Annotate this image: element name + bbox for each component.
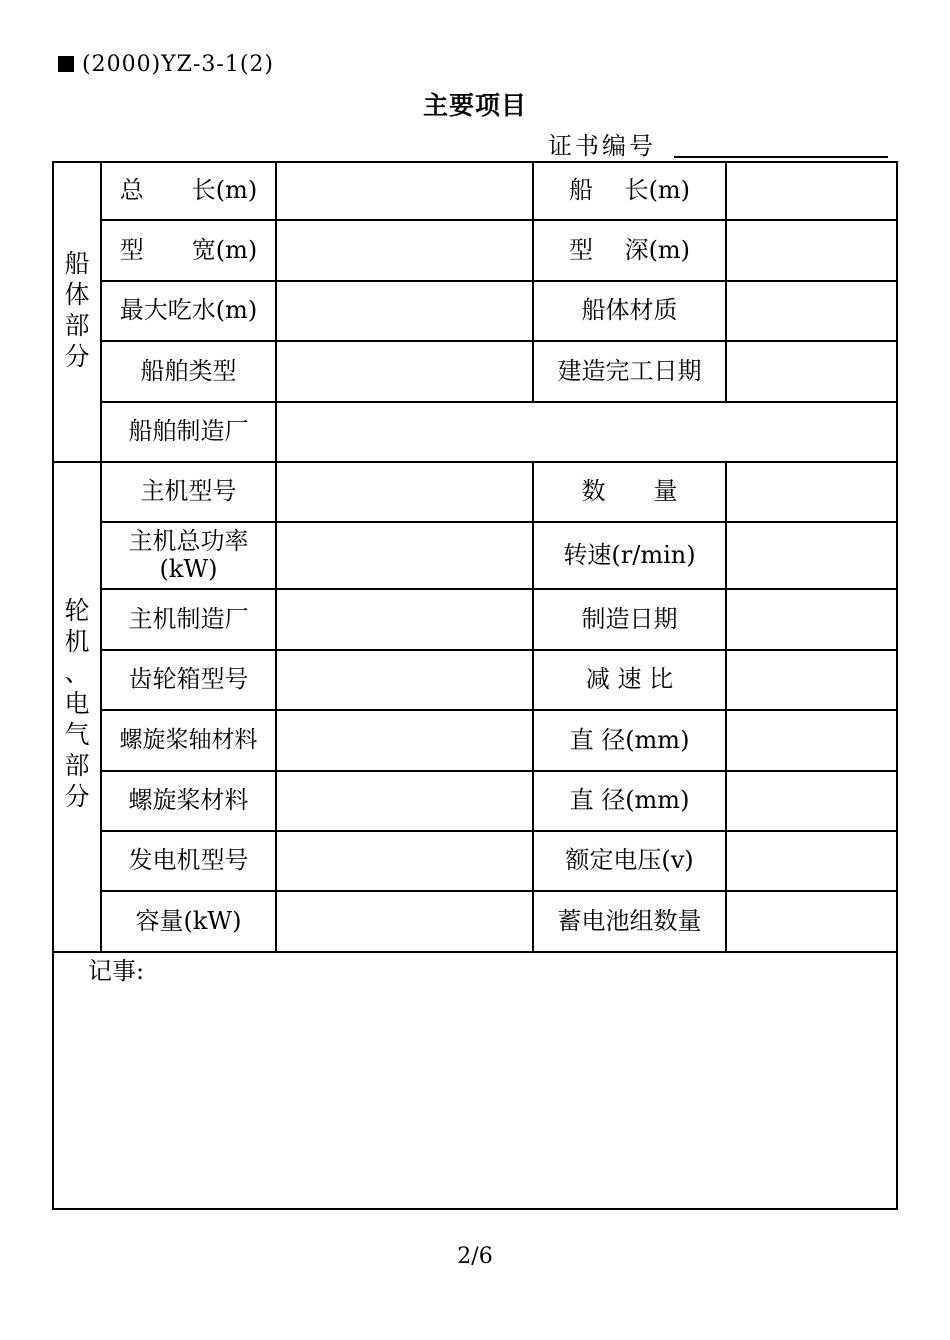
section-label-hull: 船 体 部 分 (64, 249, 90, 371)
label-capacity: 容量(kW) (135, 906, 242, 935)
label-propeller-diameter: 直 径(mm) (569, 786, 690, 815)
main-items-table (52, 161, 898, 1210)
section-label-machinery: 轮 机 、 电 气 部 分 (64, 596, 90, 811)
label-rated-voltage: 额定电压(v) (565, 846, 694, 875)
value-main-engine-model[interactable] (277, 463, 532, 521)
label-rotation-speed: 转速(r/min) (563, 540, 696, 569)
value-shipyard[interactable] (277, 403, 896, 461)
value-propeller-shaft-material[interactable] (277, 711, 532, 770)
certificate-number-field[interactable] (674, 156, 888, 158)
value-battery-count[interactable] (727, 892, 896, 951)
label-reduction-ratio: 减 速 比 (585, 665, 674, 694)
label-ship-length: 船 长(m) (568, 176, 691, 205)
label-gearbox-model: 齿轮箱型号 (128, 665, 249, 694)
value-shaft-diameter[interactable] (727, 711, 896, 770)
label-manufacture-date: 制造日期 (581, 604, 678, 633)
value-capacity[interactable] (277, 892, 532, 951)
label-generator-model: 发电机型号 (128, 846, 249, 875)
label-moulded-depth: 型 深(m) (568, 235, 691, 264)
value-propeller-diameter[interactable] (727, 772, 896, 830)
value-gearbox-model[interactable] (277, 651, 532, 709)
value-reduction-ratio[interactable] (727, 651, 896, 709)
value-quantity[interactable] (727, 463, 896, 521)
label-propeller-shaft-material: 螺旋桨轴材料 (119, 727, 258, 754)
page-title: 主要项目 (422, 91, 527, 120)
document-number (58, 52, 274, 77)
value-moulded-breadth[interactable] (277, 221, 532, 280)
value-ship-length[interactable] (727, 163, 896, 219)
value-main-engine-power[interactable] (277, 523, 532, 588)
certificate-number-label: 证书编号 (548, 132, 656, 160)
label-completion-date: 建造完工日期 (557, 356, 702, 385)
value-rated-voltage[interactable] (727, 832, 896, 890)
notes-label: 记事: (88, 957, 145, 985)
value-max-draft[interactable] (277, 282, 532, 340)
value-overall-length[interactable] (277, 163, 532, 219)
label-quantity: 数 量 (581, 477, 678, 506)
notes-area[interactable] (54, 953, 896, 1208)
label-shipyard: 船舶制造厂 (128, 417, 249, 446)
label-battery-count: 蓄电池组数量 (557, 906, 702, 935)
label-engine-manufacturer: 主机制造厂 (128, 604, 249, 633)
value-manufacture-date[interactable] (727, 590, 896, 649)
value-rotation-speed[interactable] (727, 523, 896, 588)
label-ship-type: 船舶类型 (140, 356, 237, 385)
label-max-draft: 最大吃水(m) (119, 296, 258, 325)
label-propeller-material: 螺旋桨材料 (128, 786, 249, 815)
value-hull-material[interactable] (727, 282, 896, 340)
value-engine-manufacturer[interactable] (277, 590, 532, 649)
value-completion-date[interactable] (727, 342, 896, 401)
value-generator-model[interactable] (277, 832, 532, 890)
square-bullet-icon (58, 56, 74, 72)
label-hull-material: 船体材质 (581, 296, 678, 325)
label-moulded-breadth: 型 宽(m) (119, 235, 258, 264)
value-propeller-material[interactable] (277, 772, 532, 830)
label-shaft-diameter: 直 径(mm) (569, 725, 690, 754)
label-main-engine-model: 主机型号 (140, 477, 237, 506)
value-ship-type[interactable] (277, 342, 532, 401)
page-number: 2/6 (457, 1244, 493, 1269)
label-main-engine-power: 主机总功率 (kW) (128, 526, 249, 583)
document-number-text: (2000)YZ-3-1(2) (82, 52, 274, 77)
label-overall-length: 总 长(m) (119, 176, 258, 205)
value-moulded-depth[interactable] (727, 221, 896, 280)
